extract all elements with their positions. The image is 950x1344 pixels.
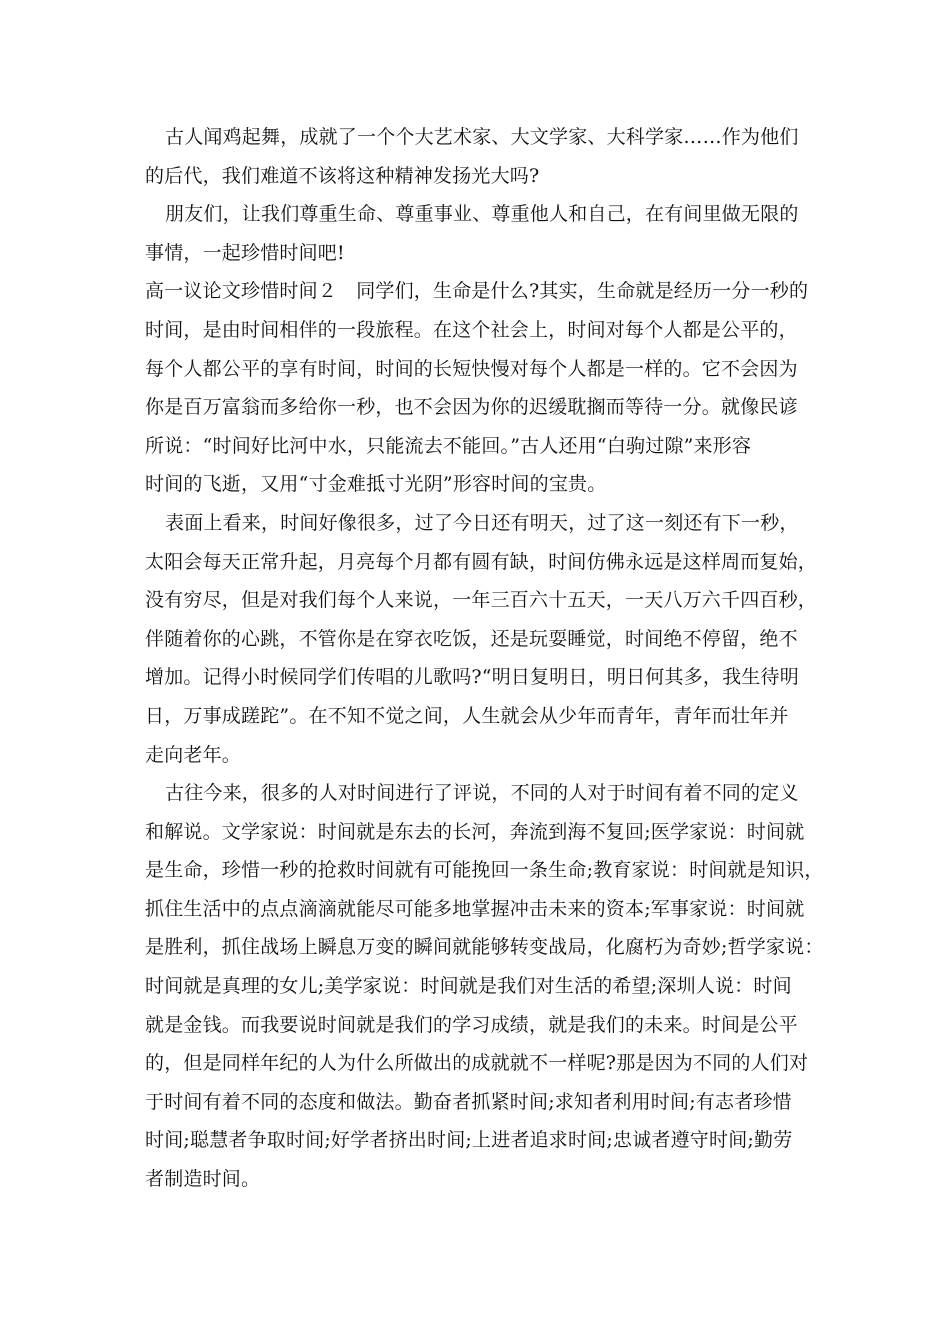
text-line: 时间;聪慧者争取时间;好学者挤出时间;上进者追求时间;忠诚者遵守时间;勤劳: [145, 1129, 793, 1152]
text-line: 和解说。文学家说：时间就是东去的长河，奔流到海不复回;医学家说：时间就: [145, 820, 805, 843]
text-line: 抓住生活中的点点滴滴就能尽可能多地掌握冲击未来的资本;军事家说：时间就: [145, 897, 805, 920]
text-line: 于时间有着不同的态度和做法。勤奋者抓紧时间;求知者利用时间;有志者珍惜: [145, 1090, 792, 1113]
text-line: 时间的飞逝，又用“寸金难抵寸光阴”形容时间的宝贵。: [145, 473, 607, 496]
text-line: 是生命，珍惜一秒的抢救时间就有可能挽回一条生命;教育家说：时间就是知识，: [145, 859, 824, 882]
text-line: 高一议论文珍惜时间２ 同学们，生命是什么?其实，生命就是经历一分一秒的: [145, 280, 809, 303]
text-line: 就是金钱。而我要说时间就是我们的学习成绩，就是我们的未来。时间是公平: [145, 1013, 798, 1036]
text-line: 增加。记得小时候同学们传唱的儿歌吗?“明日复明日，明日何其多，我生待明: [145, 666, 799, 689]
text-line: 者制造时间。: [145, 1168, 261, 1191]
text-line: 日，万事成蹉跎”。在不知不觉之间，人生就会从少年而青年，青年而壮年并: [145, 704, 789, 727]
text-line: 朋友们，让我们尊重生命、尊重事业、尊重他人和自己，在有间里做无限的: [165, 203, 799, 226]
text-line: 每个人都公平的享有时间，时间的长短快慢对每个人都是一样的。它不会因为: [145, 357, 798, 380]
text-line: 没有穷尽，但是对我们每个人来说，一年三百六十五天，一天八万六千四百秒，: [145, 589, 818, 612]
text-line: 是胜利，抓住战场上瞬息万变的瞬间就能够转变战局，化腐朽为奇妙;哲学家说：: [145, 936, 824, 959]
text-line: 太阳会每天正常升起，月亮每个月都有圆有缺，时间仿佛永远是这样周而复始，: [145, 550, 818, 573]
text-line: 时间，是由时间相伴的一段旅程。在这个社会上，时间对每个人都是公平的，: [145, 318, 798, 341]
text-line: 古往今来，很多的人对时间进行了评说，不同的人对于时间有着不同的定义: [165, 782, 799, 805]
text-line: 伴随着你的心跳，不管你是在穿衣吃饭，还是玩耍睡觉，时间绝不停留，绝不: [145, 627, 798, 650]
text-line: 走向老年。: [145, 743, 242, 766]
text-line: 时间就是真理的女儿;美学家说：时间就是我们对生活的希望;深圳人说：时间: [145, 975, 792, 998]
text-line: 事情，一起珍惜时间吧!: [145, 241, 345, 264]
text-line: 你是百万富翁而多给你一秒，也不会因为你的迟缓耽搁而等待一分。就像民谚: [145, 396, 798, 419]
text-line: 所说：“时间好比河中水，只能流去不能回。”古人还用“白驹过隙”来形容: [145, 434, 752, 457]
text-line: 古人闻鸡起舞，成就了一个个大艺术家、大文学家、大科学家……作为他们: [165, 126, 799, 148]
text-line: 表面上看来，时间好像很多，过了今日还有明天，过了这一刻还有下一秒，: [165, 511, 799, 534]
text-line: 的，但是同样年纪的人为什么所做出的成就就不一样呢?那是因为不同的人们对: [145, 1052, 809, 1075]
document-body: [145, 118, 824, 1199]
text-line: 的后代，我们难道不该将这种精神发扬光大吗?: [145, 164, 540, 187]
